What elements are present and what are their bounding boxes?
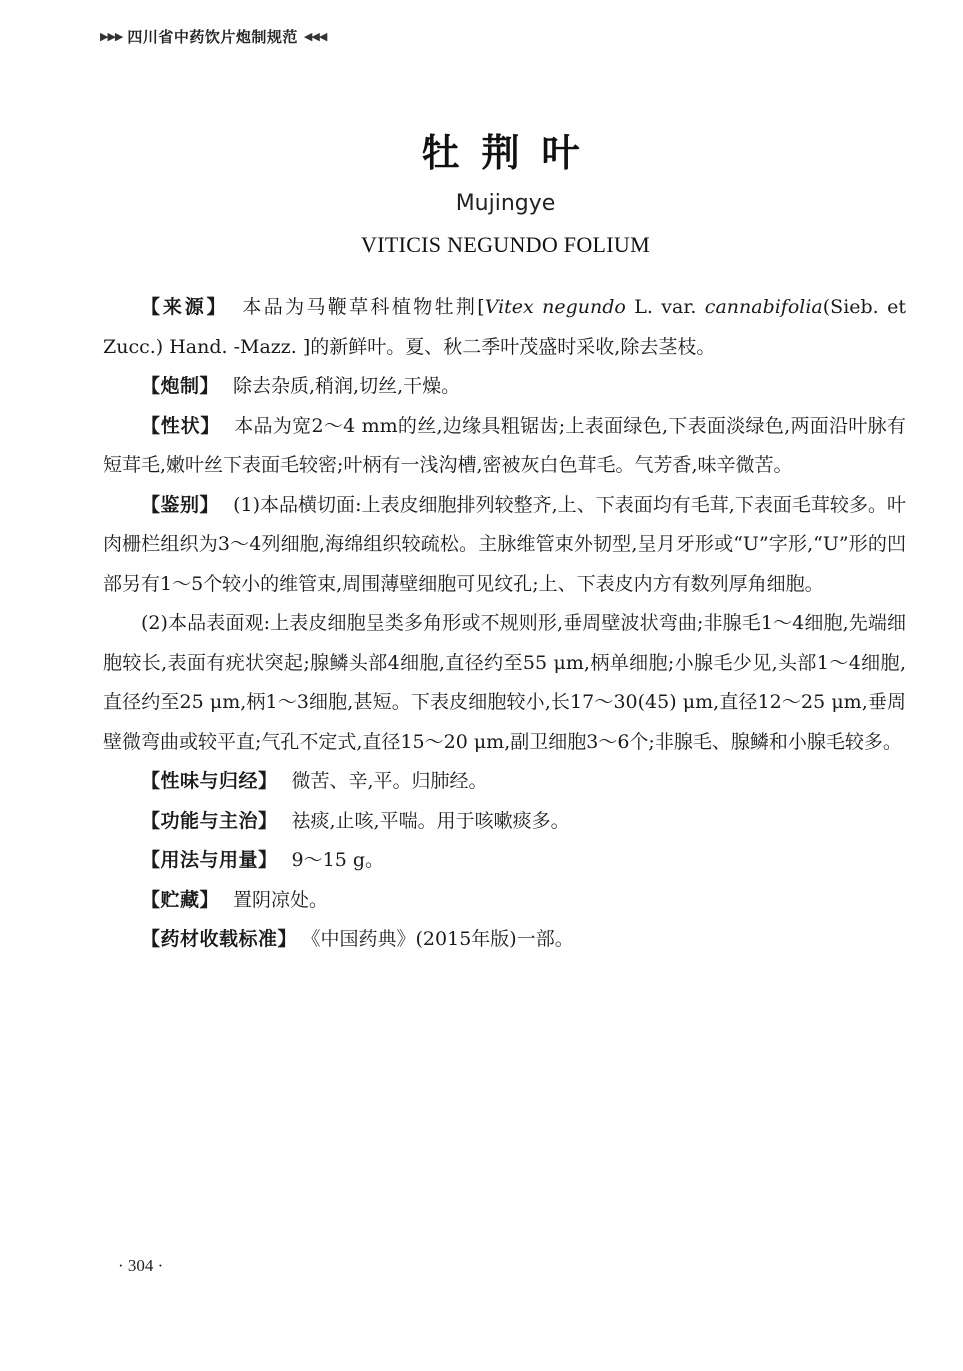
section-identification-2 [103, 604, 906, 762]
source-text-2: L. var. [625, 296, 705, 318]
section-standard [103, 920, 906, 960]
title-chinese: 牡荆叶 [421, 131, 602, 175]
identification-text-2: (2)本品表面观:上表皮细胞呈类多角形或不规则形,垂周壁波状弯曲;非腺毛1～4细胞,先端细胞较长,表面有疣状突起;腺鳞头部4细胞,直径约至55 μm,柄单细胞;小腺毛少见,头部1～4细胞,直径约至25 μm,柄1～3细胞,甚短。下表皮细胞较小,长17～30(45) μm,直径12～25 μm,垂周壁微弯曲或较平直;气孔不定式,直径15～20 μm,副卫细胞3～6个;非腺毛、腺鳞和小腺毛较多。 [103, 612, 906, 753]
section-dosage [103, 841, 906, 881]
section-storage [103, 881, 906, 921]
monograph-body [103, 288, 906, 960]
variety-name: cannabifolia [704, 296, 823, 318]
section-function [103, 802, 906, 842]
storage-text: 置阴凉处。 [233, 888, 329, 911]
processing-text: 除去杂质,稍润,切丝,干燥。 [233, 375, 461, 397]
description-text: 本品为宽2～4 mm的丝,边缘具粗锯齿;上表面绿色,下表面淡绿色,两面沿叶脉有短茸毛,嫩叶丝下表面毛较密;叶柄有一浅沟槽,密被灰白色茸毛。气芳香,味辛微苦。 [103, 414, 906, 476]
section-identification [103, 486, 906, 605]
section-source [103, 288, 906, 367]
function-heading: 【功能与主治】 [141, 809, 278, 832]
left-arrows-icon: ◀◀◀ [303, 30, 327, 43]
section-processing [103, 367, 906, 407]
section-nature [103, 762, 906, 802]
source-heading: 【来源】 [141, 296, 229, 318]
running-header [100, 26, 326, 47]
dosage-heading: 【用法与用量】 [141, 849, 278, 871]
nature-heading: 【性味与归经】 [141, 770, 278, 792]
function-text: 祛痰,止咳,平喘。用于咳嗽痰多。 [291, 809, 570, 832]
right-arrows-icon: ▶▶▶ [100, 30, 123, 43]
title-latin: VITICIS NEGUNDO FOLIUM [361, 232, 650, 257]
species-name: Vitex negundo [484, 296, 626, 318]
entry-title-block [0, 122, 963, 258]
title-pinyin: Mujingye [455, 191, 556, 216]
dosage-text: 9～15 g。 [291, 849, 384, 871]
description-heading: 【性状】 [141, 414, 221, 437]
source-text-3: (Sieb. et Zucc.) Hand. -Mazz. ]的新鲜叶。夏、秋二季叶茂盛时采收,除去茎枝。 [103, 296, 906, 358]
identification-text-1: (1)本品横切面:上表皮细胞排列较整齐,上、下表面均有毛茸,下表面毛茸较多。叶肉栅栏组织为3～4列细胞,海绵组织较疏松。主脉维管束外韧型,呈月牙形或“U”字形,“U”形的凹部另有1～5个较小的维管束,周围薄壁细胞可见纹孔;上、下表皮内方有数列厚角细胞。 [103, 493, 906, 595]
storage-heading: 【贮藏】 [141, 888, 220, 911]
identification-heading: 【鉴别】 [141, 493, 220, 516]
source-text-1: 本品为马鞭草科植物牡荆[ [242, 296, 485, 318]
section-description [103, 407, 906, 486]
book-title: 四川省中药饮片炮制规范 [127, 28, 298, 46]
standard-heading: 【药材收载标准】 [141, 928, 298, 950]
standard-text: 《中国药典》(2015年版)一部。 [311, 928, 574, 950]
processing-heading: 【炮制】 [141, 375, 220, 397]
nature-text: 微苦、辛,平。归肺经。 [291, 770, 488, 792]
page-number: · 304 · [118, 1256, 164, 1275]
